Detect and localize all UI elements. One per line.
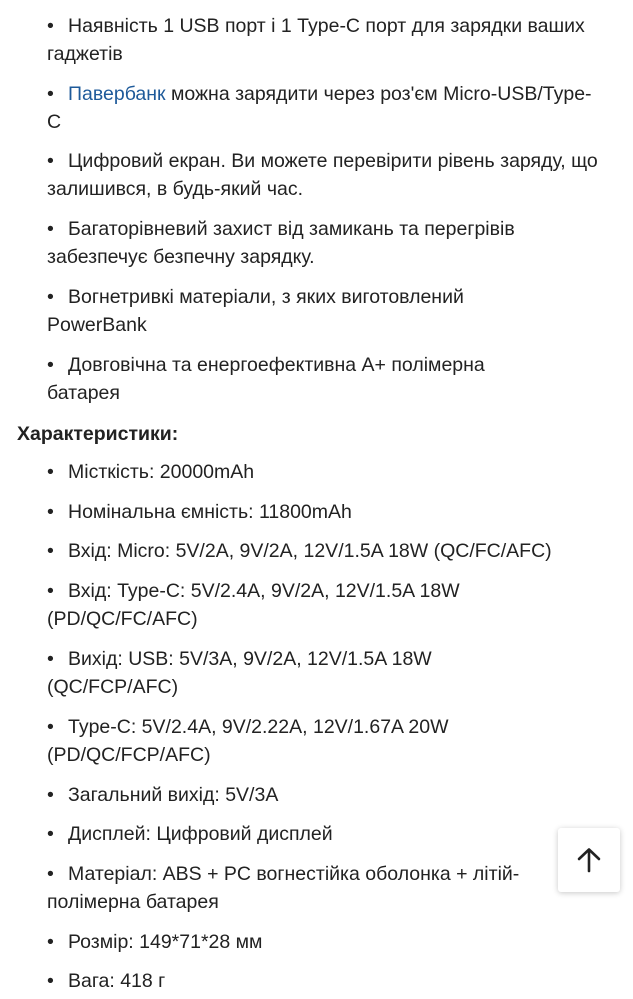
powerbank-link[interactable]: Павербанк bbox=[68, 83, 166, 105]
list-item bbox=[0, 860, 557, 916]
list-item-text: Вхід: Type-C: 5V/2.4A, 9V/2A, 12V/1.5A 18W (PD/QC/FC/AFC) bbox=[47, 580, 460, 630]
list-item bbox=[0, 12, 633, 68]
list-item-text: Дисплей: Цифровий дисплей bbox=[68, 823, 333, 845]
specs-heading: Характеристики: bbox=[17, 423, 179, 445]
bullet-icon: • bbox=[47, 15, 54, 37]
scroll-to-top-button[interactable] bbox=[558, 828, 620, 892]
list-item bbox=[0, 147, 633, 203]
list-item-text: Місткість: 20000mAh bbox=[68, 461, 255, 483]
list-item bbox=[0, 537, 633, 565]
bullet-icon: • bbox=[47, 648, 54, 670]
list-item bbox=[0, 577, 497, 633]
bullet-icon: • bbox=[47, 150, 54, 172]
bullet-icon: • bbox=[47, 716, 54, 738]
bullet-icon: • bbox=[47, 461, 54, 483]
list-item bbox=[0, 713, 517, 769]
list-item-text: Type-C: 5V/2.4A, 9V/2.22A, 12V/1.67A 20W (PD/QC/FCP/AFC) bbox=[47, 716, 449, 766]
list-item bbox=[0, 215, 633, 271]
list-item bbox=[0, 967, 633, 995]
list-item bbox=[0, 498, 633, 526]
bullet-icon: • bbox=[47, 286, 54, 308]
list-item bbox=[0, 928, 633, 956]
arrow-up-icon bbox=[575, 846, 603, 874]
bullet-icon: • bbox=[47, 863, 54, 885]
bullet-icon: • bbox=[47, 354, 54, 376]
list-item bbox=[0, 351, 577, 407]
bullet-icon: • bbox=[47, 784, 54, 806]
bullet-icon: • bbox=[47, 540, 54, 562]
list-item-text: Багаторівневий захист від замикань та перегрівів забезпечує безпечну зарядку. bbox=[47, 218, 515, 268]
list-item bbox=[0, 80, 633, 136]
bullet-icon: • bbox=[47, 580, 54, 602]
list-item-text: можна зарядити через роз'єм Micro-USB/Type-C bbox=[47, 83, 592, 133]
list-item bbox=[0, 781, 633, 809]
list-item-text: Загальний вихід: 5V/3A bbox=[68, 784, 279, 806]
list-item-text: Вхід: Micro: 5V/2A, 9V/2A, 12V/1.5A 18W (QC/FC/AFC) bbox=[68, 540, 552, 562]
bullet-icon: • bbox=[47, 823, 54, 845]
bullet-icon: • bbox=[47, 501, 54, 523]
list-item bbox=[0, 458, 633, 486]
bullet-icon: • bbox=[47, 83, 54, 105]
bullet-icon: • bbox=[47, 931, 54, 953]
list-item bbox=[0, 820, 633, 848]
list-item-text: Вогнетривкі матеріали, з яких виготовлений PowerBank bbox=[47, 286, 464, 336]
list-item bbox=[0, 645, 497, 701]
list-item-text: Вихід: USB: 5V/3A, 9V/2A, 12V/1.5A 18W (QC/FCP/AFC) bbox=[47, 648, 432, 698]
list-item-text: Наявність 1 USB порт і 1 Type-C порт для зарядки ваших гаджетів bbox=[47, 15, 585, 65]
list-item-text: Номінальна ємність: 11800mAh bbox=[68, 501, 352, 523]
bullet-icon: • bbox=[47, 218, 54, 240]
list-item-text: Цифровий екран. Ви можете перевірити рівень заряду, що залишився, в будь-який час. bbox=[47, 150, 598, 200]
bullet-icon: • bbox=[47, 970, 54, 992]
list-item bbox=[0, 283, 567, 339]
list-item-text: Розмір: 149*71*28 мм bbox=[68, 931, 263, 953]
list-item-text: Вага: 418 г bbox=[68, 970, 166, 992]
list-item-text: Матеріал: ABS + PC вогнестійка оболонка + літій-полімерна батарея bbox=[47, 863, 520, 913]
list-item-text: Довговічна та енергоефективна A+ полімерна батарея bbox=[47, 354, 485, 404]
